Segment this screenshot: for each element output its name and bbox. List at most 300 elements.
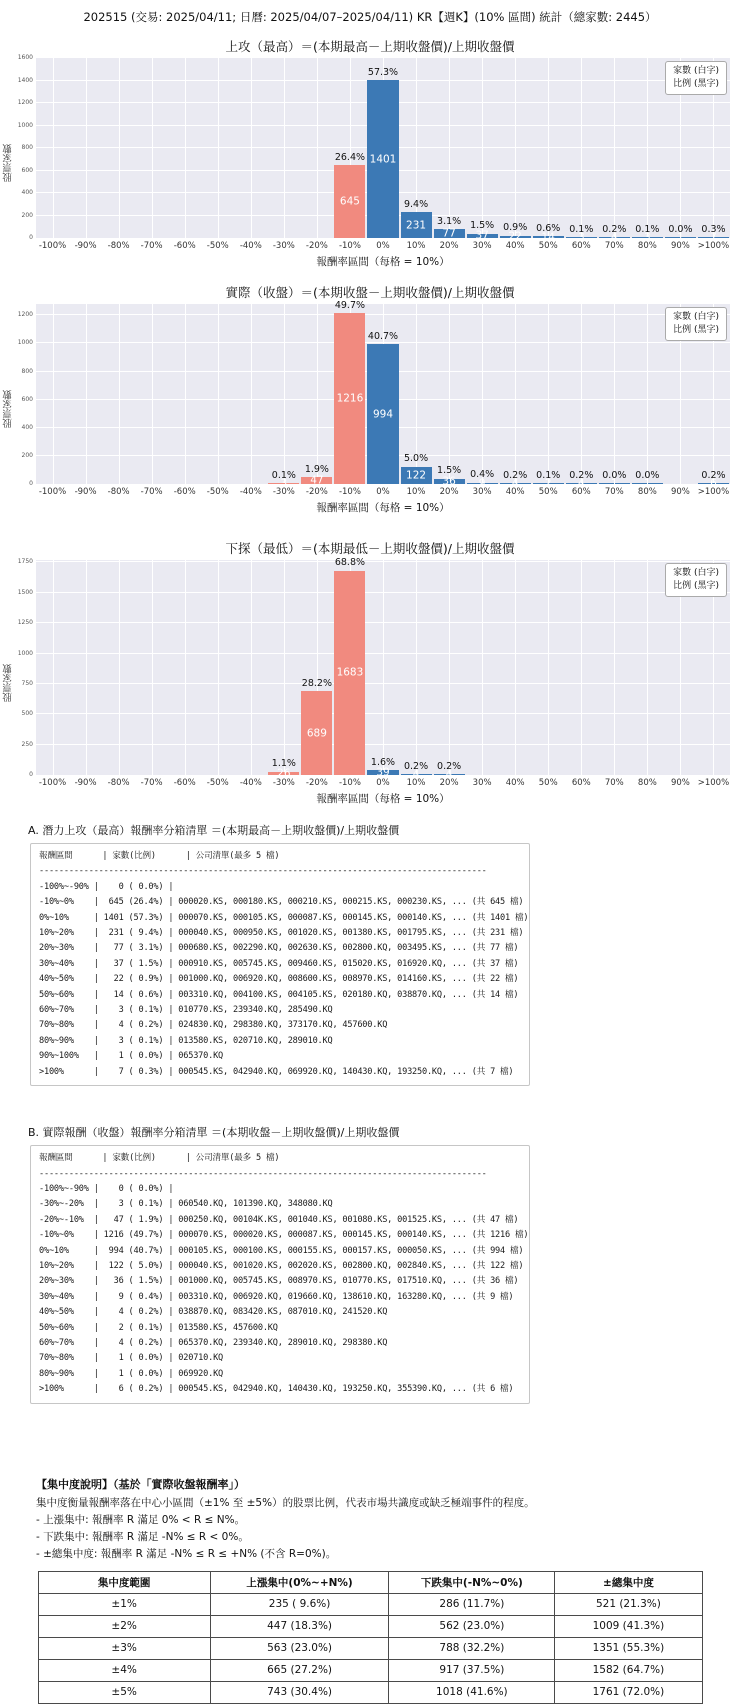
bar-pct-label: 3.1% (437, 215, 462, 227)
bar-pct-label: 0.1% (271, 469, 296, 481)
x-tick-label: -100% (38, 241, 67, 251)
legend-ratio-label: 比例 (黑字) (673, 79, 719, 90)
x-tick-label: 80% (637, 487, 657, 497)
listing-row: 80%~90% | 3 ( 0.1%) | 013580.KS, 020710.KQ, 289010.KQ (39, 1035, 333, 1046)
bar-pct-label: 0.1% (536, 469, 561, 481)
listing-row: 90%~100% | 1 ( 0.0%) | 065370.KQ (39, 1051, 224, 1062)
bar-pct-label: 5.0% (403, 453, 429, 465)
bar-count-label: 1683 (336, 666, 364, 679)
v-gridline (53, 58, 54, 238)
y-tick-label: 200 (21, 451, 33, 459)
v-gridline (284, 560, 285, 775)
concentration-cell: ±4% (38, 1659, 210, 1681)
v-gridline (647, 304, 648, 484)
plot-area (36, 58, 730, 244)
chart-actual-close (0, 283, 740, 515)
chart-downside-low (0, 539, 740, 806)
x-tick-label: -30% (272, 241, 295, 251)
v-gridline (284, 304, 285, 484)
bar-pct-label: 49.7% (334, 299, 366, 311)
listing-row: 30%~40% | 9 ( 0.4%) | 003310.KQ, 006920.KQ, 019660.KQ, 138610.KQ, 163280.KQ, ... (共 9 檔) (39, 1291, 514, 1302)
x-tick-label: 90% (670, 778, 690, 788)
v-gridline (284, 58, 285, 238)
v-gridline (482, 304, 483, 484)
x-tick-label: 0% (376, 241, 390, 251)
bar-pct-label: 1.5% (437, 465, 462, 477)
y-tick-label: 0 (29, 771, 33, 778)
v-gridline (647, 560, 648, 775)
bar-count-label: 1 (610, 477, 618, 490)
x-tick-label: 30% (472, 778, 492, 788)
x-tick-label: 40% (505, 241, 525, 251)
x-tick-label: -10% (338, 241, 361, 251)
legend-ratio-label: 比例 (黑字) (673, 581, 719, 592)
x-tick-label: 0% (376, 778, 390, 788)
bar-pct-label: 0.0% (602, 469, 627, 481)
concentration-cell: ±1% (38, 1593, 210, 1615)
listing-row: 40%~50% | 4 ( 0.2%) | 038870.KQ, 083420.KS, 087010.KQ, 241520.KQ (39, 1307, 388, 1318)
x-tick-label: 40% (505, 778, 525, 788)
x-axis-title: 報酬率區間（每格 = 10%） (316, 256, 450, 268)
bar-count-label: 3 (577, 231, 585, 244)
x-tick-label: -20% (305, 778, 328, 788)
concentration-row (38, 1637, 702, 1659)
concentration-cell: 286 (11.7%) (389, 1593, 555, 1615)
listing-row: 0%~10% | 994 (40.7%) | 000105.KS, 000100.KS, 000155.KS, 000157.KS, 000050.KS, ... (共 994 檔) (39, 1245, 524, 1256)
concentration-cell: 1018 (41.6%) (389, 1681, 555, 1703)
bar-pct-label: 1.6% (370, 756, 396, 768)
plot-area (36, 299, 730, 490)
v-gridline (482, 58, 483, 238)
bar-pct-label: 57.3% (367, 66, 399, 78)
x-tick-label: 90% (670, 487, 690, 497)
x-tick-label: -40% (239, 241, 262, 251)
x-tick-label: -20% (305, 487, 328, 497)
legend-counts-label: 家數 (白字) (673, 312, 719, 322)
chart-title: 實際（收盤）＝(本期收盤－上期收盤價)/上期收盤價 (225, 285, 515, 300)
y-tick-label: 600 (21, 166, 33, 174)
x-tick-label: 70% (604, 778, 624, 788)
v-gridline (515, 560, 516, 775)
x-tick-label: 40% (505, 487, 525, 497)
x-tick-label: >100% (697, 778, 730, 788)
bar-count-label: 645 (339, 195, 360, 208)
chart-upside-high (0, 37, 740, 269)
bar-pct-label: 1.5% (470, 220, 495, 232)
v-gridline (548, 560, 549, 775)
concentration-bullet-total: - ±總集中度: 報酬率 R 滿足 -N% ≤ R ≤ +N% (不含 R=0%)。 (36, 1547, 337, 1560)
y-tick-label: 1200 (17, 311, 33, 319)
v-gridline (251, 304, 252, 484)
concentration-cell: 788 (32.2%) (389, 1637, 555, 1659)
v-gridline (647, 58, 648, 238)
concentration-table (38, 1571, 703, 1704)
x-tick-label: -10% (338, 778, 361, 788)
x-tick-label: -100% (38, 487, 67, 497)
x-tick-label: -90% (74, 487, 97, 497)
x-tick-label: -70% (140, 241, 163, 251)
y-axis-label: 股票家數 (3, 144, 14, 183)
v-gridline (581, 58, 582, 238)
v-gridline (218, 304, 219, 484)
listing-row: >100% | 7 ( 0.3%) | 000545.KS, 042940.KQ, 069920.KQ, 140430.KQ, 193250.KQ, ... (共 7 檔) (39, 1066, 514, 1077)
listing-row: -100%~-90% | 0 ( 0.0%) | (39, 881, 174, 892)
concentration-cell: 563 (23.0%) (210, 1637, 389, 1659)
x-tick-label: -70% (140, 778, 163, 788)
bar-count-label: 689 (306, 726, 327, 739)
concentration-cell: ±3% (38, 1637, 210, 1659)
bar-count-label: 4 (577, 477, 585, 490)
v-gridline (119, 58, 120, 238)
v-gridline (482, 560, 483, 775)
y-tick-label: 0 (29, 234, 33, 241)
bar-pct-label: 68.8% (334, 557, 366, 569)
concentration-bullet-down: - 下跌集中: 報酬率 R 滿足 -N% ≤ R < 0%。 (36, 1530, 249, 1543)
v-gridline (251, 560, 252, 775)
v-gridline (548, 58, 549, 238)
bar-pct-label: 28.2% (301, 677, 332, 689)
listing-row: 10%~20% | 231 ( 9.4%) | 000040.KS, 000950.KS, 001020.KS, 001380.KS, 001795.KS, ... (共 231 檔) (39, 928, 524, 939)
legend-box (665, 307, 727, 341)
chart-title: 下探（最低）＝(本期最低－上期收盤價)/上期收盤價 (225, 541, 515, 556)
concentration-bullet-up: - 上漲集中: 報酬率 R 滿足 0% < R ≤ N%。 (36, 1513, 246, 1526)
concentration-row (38, 1593, 702, 1615)
y-tick-label: 1600 (17, 54, 33, 61)
bar-count-label: 36 (442, 475, 456, 488)
x-tick-label: >100% (697, 487, 730, 497)
x-tick-label: 50% (538, 487, 558, 497)
x-tick-label: 0% (376, 487, 390, 497)
v-gridline (185, 304, 186, 484)
concentration-cell: 521 (21.3%) (555, 1593, 702, 1615)
x-tick-label: -60% (173, 241, 196, 251)
concentration-cell: ±5% (38, 1681, 210, 1703)
v-gridline (317, 304, 318, 484)
bar-count-label: 231 (406, 218, 427, 231)
v-gridline (218, 560, 219, 775)
listing-row: -20%~-10% | 47 ( 1.9%) | 000250.KQ, 00104K.KS, 001040.KS, 001080.KS, 001525.KS, ... (共 47 檔) (39, 1214, 519, 1225)
concentration-cell: 1009 (41.3%) (555, 1615, 702, 1637)
legend-counts-label: 家數 (白字) (673, 66, 719, 76)
section-a-listing-box (30, 843, 530, 1086)
v-gridline (548, 304, 549, 484)
x-tick-label: 10% (406, 241, 426, 251)
y-tick-label: 0 (29, 480, 33, 487)
x-tick-label: 10% (406, 487, 426, 497)
y-tick-label: 250 (21, 740, 33, 748)
page-title: 202515 (交易: 2025/04/11; 日曆: 2025/04/07–2025/04/11) KR【週K】(10% 區間) 統計（總家數: 2445） (83, 10, 657, 24)
bar-count-label: 994 (372, 407, 394, 420)
x-tick-label: -10% (338, 487, 361, 497)
concentration-cell: 235 ( 9.6%) (210, 1593, 389, 1615)
x-tick-label: 10% (406, 778, 426, 788)
y-tick-label: 400 (21, 423, 33, 431)
y-tick-label: 400 (21, 189, 33, 196)
concentration-cell: 743 (30.4%) (210, 1681, 389, 1703)
x-tick-label: 50% (538, 778, 558, 788)
listing-row: 50%~60% | 14 ( 0.6%) | 003310.KQ, 004100.KS, 004105.KS, 020180.KQ, 038870.KQ, ... (共 14 檔) (39, 989, 519, 1000)
v-gridline (614, 58, 615, 238)
bar-pct-label: 0.0% (668, 223, 693, 235)
legend-counts-label: 家數 (白字) (673, 568, 719, 578)
x-tick-label: 30% (472, 487, 492, 497)
v-gridline (152, 560, 153, 775)
x-tick-label: -60% (173, 487, 196, 497)
v-gridline (53, 560, 54, 775)
x-tick-label: 60% (571, 487, 591, 497)
chart-title: 上攻（最高）＝(本期最高－上期收盤價)/上期收盤價 (225, 39, 515, 54)
bar-pct-label: 0.4% (470, 469, 495, 481)
bar-pct-label: 0.3% (701, 223, 726, 235)
v-gridline (614, 304, 615, 484)
bar-pct-label: 0.2% (602, 223, 627, 235)
listing-row: 50%~60% | 2 ( 0.1%) | 013580.KS, 457600.KQ (39, 1322, 278, 1333)
concentration-row (38, 1615, 702, 1637)
concentration-cell: 447 (18.3%) (210, 1615, 389, 1637)
bar-count-label: 9 (478, 477, 486, 490)
y-tick-label: 800 (21, 144, 33, 151)
bar-count-label: 1216 (336, 392, 364, 405)
y-tick-label: 1000 (17, 339, 33, 347)
x-tick-label: 90% (670, 241, 690, 251)
x-tick-label: 80% (637, 241, 657, 251)
y-tick-label: 1200 (17, 99, 33, 106)
y-axis-ticks (16, 304, 36, 487)
v-gridline (416, 58, 417, 238)
x-tick-label: 50% (538, 241, 558, 251)
listing-row: ------------------------------------------------------------------------------------------ (39, 866, 487, 877)
v-gridline (251, 58, 252, 238)
bar-count-label: 77 (442, 227, 456, 240)
listing-row: 10%~20% | 122 ( 5.0%) | 000040.KS, 001020.KS, 002020.KS, 002800.KQ, 002840.KS, ... (共 122 檔) (39, 1260, 524, 1271)
x-tick-label: 20% (439, 778, 459, 788)
bar-pct-label: 40.7% (367, 330, 399, 342)
x-tick-label: -100% (38, 778, 67, 788)
y-axis-label: 股票家數 (3, 664, 14, 702)
bar-count-label: 3 (644, 231, 651, 244)
x-tick-label: 60% (571, 241, 591, 251)
concentration-col-header: 下跌集中(-N%~0%) (389, 1571, 555, 1593)
bar-pct-label: 1.9% (304, 463, 329, 475)
x-tick-label: -70% (140, 487, 163, 497)
x-tick-label: 80% (637, 778, 657, 788)
listing-row: -30%~-20% | 3 ( 0.1%) | 060540.KQ, 101390.KQ, 348080.KQ (39, 1199, 333, 1210)
v-gridline (185, 560, 186, 775)
x-tick-label: 20% (439, 487, 459, 497)
x-tick-label: -80% (107, 487, 130, 497)
x-axis-title: 報酬率區間（每格 = 10%） (316, 502, 450, 514)
bar-pct-label: 0.2% (403, 760, 429, 772)
concentration-cell: 562 (23.0%) (389, 1615, 555, 1637)
bar-count-label: 4 (610, 231, 618, 244)
section-b-listing-box (30, 1145, 530, 1404)
y-tick-label: 1750 (17, 558, 33, 566)
concentration-cell: 1582 (64.7%) (555, 1659, 702, 1681)
x-tick-label: -80% (107, 241, 130, 251)
listing-row: -100%~-90% | 0 ( 0.0%) | (39, 1183, 174, 1194)
v-gridline (449, 58, 450, 238)
v-gridline (449, 304, 450, 484)
x-tick-label: -90% (74, 778, 97, 788)
concentration-col-header: ±總集中度 (555, 1571, 702, 1593)
bar-count-label: 1 (677, 231, 684, 244)
listing-row: 40%~50% | 22 ( 0.9%) | 001000.KQ, 006920.KQ, 008600.KS, 008970.KS, 014160.KS, ... (共 22 檔) (39, 974, 519, 985)
bar-count-label: 37 (475, 229, 489, 242)
section-a-heading: A. 潛力上攻（最高）報酬率分箱清單 ＝(本期最高－上期收盤價)/上期收盤價 (28, 824, 400, 837)
concentration-col-header: 上漲集中(0%~+N%) (210, 1571, 389, 1593)
listing-row: >100% | 6 ( 0.2%) | 000545.KS, 042940.KQ, 140430.KQ, 193250.KQ, 355390.KQ, ... (共 6 檔) (39, 1384, 514, 1395)
x-tick-label: -90% (74, 241, 97, 251)
x-tick-label: -40% (239, 778, 262, 788)
bar-count-label: 4 (445, 768, 453, 781)
listing-row: -10%~0% | 645 (26.4%) | 000020.KS, 000180.KS, 000210.KS, 000215.KS, 000230.KS, ... (共 645 檔) (39, 897, 524, 908)
bar-pct-label: 0.2% (503, 469, 528, 481)
plot-area (36, 557, 730, 781)
x-tick-label: -30% (272, 778, 295, 788)
legend-box (665, 563, 727, 597)
y-axis-label: 股票家數 (3, 390, 14, 429)
x-axis-ticks (36, 238, 730, 251)
bar-pct-label: 0.2% (569, 469, 594, 481)
bar-count-label: 22 (508, 230, 522, 243)
bar-count-label: 39 (376, 766, 390, 779)
v-gridline (581, 560, 582, 775)
v-gridline (152, 58, 153, 238)
bar-count-label: 3 (280, 477, 288, 490)
bar-pct-label: 9.4% (403, 198, 429, 210)
v-gridline (218, 58, 219, 238)
v-gridline (119, 304, 120, 484)
bar-count-label: 47 (310, 474, 324, 487)
y-tick-label: 1250 (17, 619, 33, 627)
bar-count-label: 6 (710, 477, 717, 490)
y-tick-label: 200 (21, 211, 33, 219)
x-axis-ticks (36, 484, 730, 497)
bar-pct-label: 1.1% (271, 758, 296, 770)
bar-pct-label: 0.9% (503, 222, 528, 234)
bar-count-label: 26 (277, 767, 291, 780)
listing-row: 60%~70% | 3 ( 0.1%) | 010770.KS, 239340.KQ, 285490.KQ (39, 1005, 333, 1016)
listing-row: 30%~40% | 37 ( 1.5%) | 000910.KS, 005745.KS, 009460.KS, 015020.KS, 016920.KQ, ... (共 37 檔) (39, 958, 519, 969)
v-gridline (152, 304, 153, 484)
y-axis-ticks (16, 558, 36, 778)
legend-box (665, 61, 727, 95)
concentration-cell: 1761 (72.0%) (555, 1681, 702, 1703)
x-tick-label: -80% (107, 778, 130, 788)
concentration-desc: 集中度衡量報酬率落在中心小區間（±1% 至 ±5%）的股票比例，代表市場共識度或缺乏極端事件的程度。 (36, 1496, 535, 1509)
bar-count-label: 1 (644, 477, 651, 490)
x-tick-label: -20% (305, 241, 328, 251)
listing-row: 報酬區間 | 家數(比例) | 公司清單(最多 5 檔) (39, 1153, 280, 1164)
x-tick-label: -50% (206, 487, 229, 497)
y-tick-label: 600 (21, 395, 33, 403)
x-tick-label: 70% (604, 487, 624, 497)
concentration-cell: 1351 (55.3%) (555, 1637, 702, 1659)
concentration-cell: ±2% (38, 1615, 210, 1637)
bar-count-label: 2 (544, 477, 552, 490)
bar-count-label: 1401 (369, 152, 397, 165)
concentration-heading: 【集中度說明】（基於「實際收盤報酬率」） (36, 1477, 245, 1491)
bar-pct-label: 26.4% (334, 151, 366, 163)
v-gridline (317, 58, 318, 238)
concentration-cell: 665 (27.2%) (210, 1659, 389, 1681)
listing-row: 報酬區間 | 家數(比例) | 公司清單(最多 5 檔) (39, 851, 280, 861)
listing-row: 20%~30% | 36 ( 1.5%) | 001000.KQ, 005745.KS, 008970.KS, 010770.KS, 017510.KQ, ... (共 36 檔) (39, 1276, 519, 1287)
concentration-row (38, 1659, 702, 1681)
y-tick-label: 750 (21, 679, 33, 687)
x-tick-label: 30% (472, 241, 492, 251)
bar-pct-label: 0.0% (635, 469, 660, 481)
v-gridline (515, 58, 516, 238)
v-gridline (119, 560, 120, 775)
y-axis-ticks (16, 54, 36, 241)
concentration-cell: 917 (37.5%) (389, 1659, 555, 1681)
concentration-col-header: 集中度範圍 (38, 1571, 210, 1593)
bar-count-label: 122 (406, 469, 427, 482)
y-tick-label: 800 (21, 367, 33, 375)
x-tick-label: >100% (697, 241, 730, 251)
v-gridline (449, 560, 450, 775)
v-gridline (86, 304, 87, 484)
listing-row: -10%~0% | 1216 (49.7%) | 000070.KS, 000020.KS, 000087.KS, 000145.KS, 000140.KS, ... (共 1216 檔) (39, 1230, 529, 1241)
y-tick-label: 1000 (17, 121, 33, 129)
v-gridline (53, 304, 54, 484)
listing-row: 20%~30% | 77 ( 3.1%) | 000680.KS, 002290.KQ, 002630.KS, 002800.KQ, 003495.KS, ... (共 77 檔) (39, 943, 519, 954)
x-tick-label: -30% (272, 487, 295, 497)
x-tick-label: 70% (604, 241, 624, 251)
concentration-row (38, 1681, 702, 1703)
bar-pct-label: 0.1% (635, 223, 660, 235)
bar-pct-label: 0.1% (569, 223, 594, 235)
x-tick-label: -40% (239, 487, 262, 497)
v-gridline (185, 58, 186, 238)
concentration-section (36, 1476, 740, 1561)
bar-pct-label: 0.2% (437, 760, 462, 772)
v-gridline (383, 560, 384, 775)
x-tick-label: -60% (173, 778, 196, 788)
bar-count-label: 7 (710, 231, 717, 244)
y-tick-label: 500 (21, 710, 33, 718)
v-gridline (614, 560, 615, 775)
v-gridline (86, 58, 87, 238)
bar-count-label: 14 (541, 230, 555, 243)
listing-row: 70%~80% | 4 ( 0.2%) | 024830.KQ, 298380.KQ, 373170.KQ, 457600.KQ (39, 1020, 388, 1031)
x-tick-label: -50% (206, 241, 229, 251)
y-tick-label: 1000 (17, 649, 33, 657)
v-gridline (86, 560, 87, 775)
v-gridline (581, 304, 582, 484)
v-gridline (515, 304, 516, 484)
legend-ratio-label: 比例 (黑字) (673, 325, 719, 336)
listing-row: 0%~10% | 1401 (57.3%) | 000070.KS, 000105.KS, 000087.KS, 000145.KS, 000140.KS, ... (共 1401 檔) (39, 912, 529, 923)
section-b-heading: B. 實際報酬（收盤）報酬率分箱清單 ＝(本期收盤－上期收盤價)/上期收盤價 (28, 1126, 400, 1140)
x-tick-label: -50% (206, 778, 229, 788)
bar-count-label: 4 (511, 477, 519, 490)
listing-row: ------------------------------------------------------------------------------------------ (39, 1168, 487, 1179)
x-axis-title: 報酬率區間（每格 = 10%） (316, 793, 450, 805)
x-tick-label: 20% (439, 241, 459, 251)
bar-pct-label: 0.6% (536, 222, 561, 234)
bar-pct-label: 0.2% (701, 469, 726, 481)
bar-count-label: 4 (412, 768, 420, 781)
v-gridline (416, 560, 417, 775)
y-tick-label: 1500 (17, 588, 33, 596)
x-tick-label: 60% (571, 778, 591, 788)
y-tick-label: 1400 (17, 76, 33, 84)
listing-row: 80%~90% | 1 ( 0.0%) | 069920.KQ (39, 1368, 224, 1379)
listing-row: 70%~80% | 1 ( 0.0%) | 020710.KQ (39, 1353, 224, 1364)
listing-row: 60%~70% | 4 ( 0.2%) | 065370.KQ, 239340.KQ, 289010.KQ, 298380.KQ (39, 1337, 388, 1348)
